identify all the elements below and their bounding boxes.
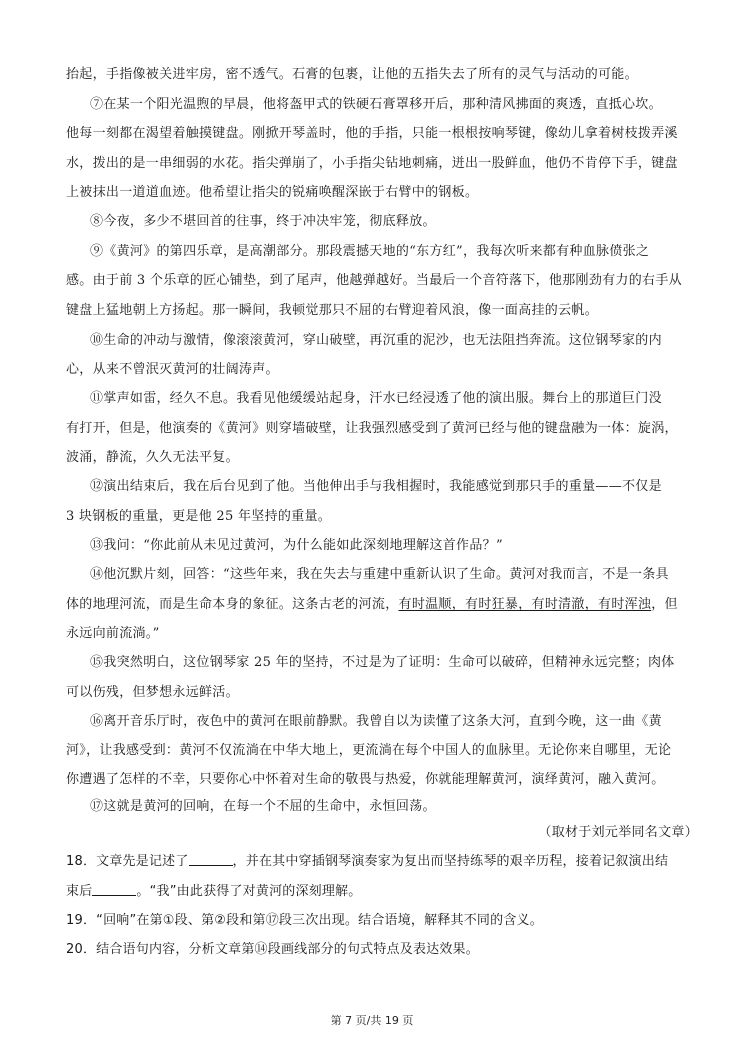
question-18-text-a: 18．文章先是记述了	[66, 854, 189, 869]
question-18-line-2	[66, 883, 680, 901]
paragraph-6-tail: 抬起，手指像被关进牢房，密不透气。石膏的包裹，让他的五指失去了所有的灵气与活动的可能。	[66, 67, 638, 82]
paragraph-10-line-2: 心，从来不曾泯灭黄河的壮阔涛声。	[66, 362, 279, 377]
paragraph-8: ⑧今夜，多少不堪回首的往事，终于冲决牢笼，彻底释放。	[90, 214, 436, 229]
paragraph-16-line-2: 河》，让我感受到：黄河不仅流淌在中华大地上，更流淌在每个中国人的血脉里。无论你来自哪里，无论	[66, 743, 672, 758]
paragraph-12-line-2: 3 块钢板的重量，更是他 25 年坚持的重量。	[66, 509, 332, 524]
paragraph-14-line-2	[66, 596, 680, 614]
paragraph-11-line-1: ⑪掌声如雷，经久不息。我看见他缓缓站起身，汗水已经浸透了他的演出服。舞台上的那道巨门没	[90, 391, 662, 406]
answer-blank-1[interactable]	[189, 853, 233, 866]
paragraph-12-line-1: ⑫演出结束后，我在后台见到了他。当他伸出手与我相握时，我能感觉到那只手的重量——不仅是	[90, 479, 662, 494]
paragraph-7-line-4: 上被抹出一道道血迹。他希望让指尖的锐痛唤醒深嵌于右臂中的钢板。	[66, 185, 479, 200]
paragraph-7-line-2: 他每一刻都在渴望着触摸键盘。刚掀开琴盖时，他的手指，只能一根根按响琴键，像幼儿拿着树枝拨弄溪	[66, 126, 678, 141]
paragraph-17: ⑰这就是黄河的回响，在每一个不屈的生命中，永恒回荡。	[90, 799, 436, 814]
paragraph-7-line-3: 水，拨出的是一串细弱的水花。指尖弹崩了，小手指尖钻地刺痛，迸出一股鲜血，他仍不肯停下手，键盘	[66, 156, 678, 171]
paragraph-10-line-1: ⑩生命的冲动与激情，像滚滚黄河，穿山破壁，再沉重的泥沙，也无法阻挡奔流。这位钢琴家的内	[90, 333, 662, 348]
question-20: 20．结合语句内容，分析文章第⑭段画线部分的句式特点及表达效果。	[66, 942, 479, 957]
paragraph-11-line-2: 有打开，但是，他演奏的《黄河》则穿墙破壁，让我强烈感受到了黄河已经与他的键盘融为一体：旋涡，	[66, 421, 678, 436]
paragraph-14-line-3: 永远向前流淌。”	[66, 626, 160, 641]
question-18-text-d: 。“我”由此获得了对黄河的深刻理解。	[136, 884, 362, 899]
paragraph-11-line-3: 波涌，静流，久久无法平复。	[66, 450, 239, 465]
paragraph-14-text-start: 体的地理河流，而是生命本身的象征。这条古老的河流，	[66, 597, 399, 612]
underlined-sentence: 有时温顺，有时狂暴，有时清澈，有时浑浊	[398, 597, 652, 612]
paragraph-15-line-2: 可以伤残，但梦想永远鲜活。	[66, 685, 239, 700]
paragraph-13: ⑬我问：“你此前从未见过黄河，为什么能如此深刻地理解这首作品？”	[90, 538, 503, 553]
paragraph-14-line-1: ⑭他沉默片刻，回答：“这些年来，我在失去与重建中重新认识了生命。黄河对我而言，不是一条具	[90, 567, 669, 582]
paragraph-14-text-end: ，但	[651, 597, 678, 612]
question-18-text-b: ，并在其中穿插钢琴演奏家为复出而坚持练琴的艰辛历程，接着记叙演出结	[232, 854, 669, 869]
paragraph-16-line-3: 你遭遇了怎样的不幸，只要你心中怀着对生命的敬畏与热爱，你就能理解黄河，演绎黄河，融入黄河。	[66, 772, 665, 787]
page-number-footer: 第 7 页/共 19 页	[330, 1014, 414, 1027]
question-19: 19．“回响”在第①段、第②段和第⑰段三次出现。结合语境，解释其不同的含义。	[66, 913, 543, 928]
paragraph-9-line-1: ⑨《黄河》的第四乐章，是高潮部分。那段震撼天地的“东方红”，我每次听来都有种血脉偾张之	[90, 244, 650, 259]
question-18-line-1	[66, 853, 680, 871]
source-attribution: （取材于刘元举同名文章）	[538, 825, 698, 840]
question-18-text-c: 束后	[66, 884, 93, 899]
paragraph-7-line-1: ⑦在某一个阳光温煦的早晨，他将盔甲式的铁硬石膏罩移开后，那种清风拂面的爽透，直抵心坎。	[90, 97, 662, 112]
answer-blank-2[interactable]	[92, 883, 136, 896]
paragraph-15-line-1: ⑮我突然明白，这位钢琴家 25 年的坚持，不过是为了证明：生命可以破碎，但精神永远完整；肉体	[90, 655, 675, 670]
paragraph-9-line-3: 键盘上猛地朝上方扬起。那一瞬间，我顿觉那只不屈的右臂迎着风浪，像一面高挂的云帆。	[66, 303, 599, 318]
paragraph-16-line-1: ⑯离开音乐厅时，夜色中的黄河在眼前静默。我曾自以为读懂了这条大河，直到今晚，这一曲《黄	[90, 714, 662, 729]
paragraph-9-line-2: 感。由于前 3 个乐章的匠心铺垫，到了尾声，他越弹越好。当最后一个音符落下，他那刚劲有力的右手从	[66, 273, 682, 288]
